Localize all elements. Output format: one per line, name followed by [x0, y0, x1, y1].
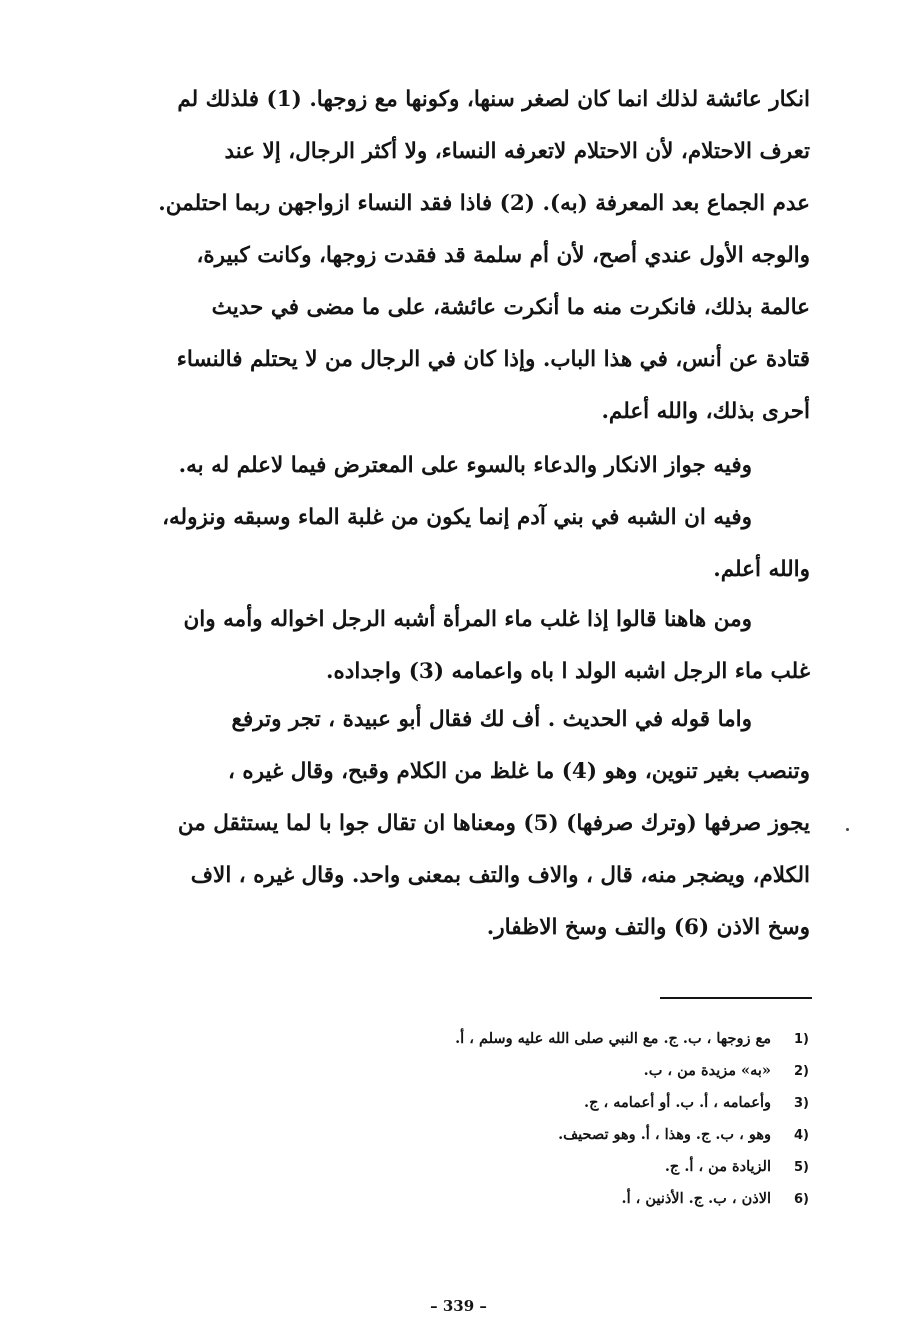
footnote-text: «به» مزيدة من ، ب. — [643, 1062, 771, 1079]
paragraph-4 — [152, 694, 810, 954]
footnote-text: الاذن ، ب. ج. الأذنين ، أ. — [621, 1190, 771, 1207]
text-line: الكلام، ويضجر منه، قال ، والاف والتف بمعنى واحد. وقال غيره ، الاف — [190, 863, 810, 888]
paragraph-3 — [152, 594, 810, 698]
footnote-number: (2 — [794, 1064, 809, 1079]
footnote-item — [249, 1094, 809, 1126]
footnote-item — [249, 1030, 809, 1062]
text-line: واما قوله في الحديث . أف لك فقال أبو عبيدة ، تجر وترفع — [231, 707, 752, 732]
text-line: وفيه ان الشبه في بني آدم إنما يكون من غلبة الماء وسبقه ونزوله، — [162, 505, 752, 530]
footnote-text: مع زوجها ، ب. ج. مع النبي صلى الله عليه وسلم ، أ. — [455, 1030, 771, 1047]
text-line: يجوز صرفها (وترك صرفها) (5) ومعناها ان تقال جوا با لما يستثقل من — [177, 811, 810, 836]
footnote-number: (4 — [794, 1128, 809, 1143]
footnote-number: (5 — [794, 1160, 809, 1175]
footnotes — [249, 1030, 809, 1222]
footnote-text: وأعمامه ، أ. ب. أو أعمامه ، ج. — [584, 1094, 771, 1111]
text-line: قتادة عن أنس، في هذا الباب. وإذا كان في الرجال من لا يحتلم فالنساء — [176, 347, 810, 372]
text-line: عالمة بذلك، فانكرت منه ما أنكرت عائشة، على ما مضى في حديث — [211, 295, 810, 320]
text-line: والوجه الأول عندي أصح، لأن أم سلمة قد فقدت زوجها، وكانت كبيرة، — [196, 243, 810, 268]
text-line: ومن هاهنا قالوا إذا غلب ماء المرأة أشبه الرجل اخواله وأمه وان — [183, 607, 752, 632]
footnote-separator — [660, 997, 812, 999]
page-number — [0, 1297, 917, 1315]
footnote-number: (1 — [794, 1032, 809, 1047]
paragraph-2 — [152, 440, 810, 596]
footnote-item — [249, 1158, 809, 1190]
text-line: وفيه جواز الانكار والدعاء بالسوء على المعترض فيما لاعلم له به. — [178, 453, 752, 478]
text-line: وتنصب بغير تنوين، وهو (4) ما غلظ من الكلام وقبح، وقال غيره ، — [227, 759, 810, 784]
paragraph-1 — [152, 74, 810, 438]
scan-speck — [846, 828, 849, 831]
text-line: انكار عائشة لذلك انما كان لصغر سنها، وكونها مع زوجها. (1) فلذلك لم — [177, 87, 810, 112]
text-line: والله أعلم. — [713, 557, 810, 582]
text-line: تعرف الاحتلام، لأن الاحتلام لاتعرفه النساء، ولا أكثر الرجال، إلا عند — [224, 139, 810, 164]
text-line: عدم الجماع بعد المعرفة (به). (2) فاذا فقد النساء ازواجهن ربما احتلمن. — [158, 191, 810, 216]
footnote-number: (6 — [794, 1192, 809, 1207]
footnote-text: الزيادة من ، أ. ج. — [664, 1158, 771, 1175]
text-line: أحرى بذلك، والله أعلم. — [601, 399, 810, 424]
footnote-item — [249, 1062, 809, 1094]
footnote-item — [249, 1126, 809, 1158]
text-line: وسخ الاذن (6) والتف وسخ الاظفار. — [486, 915, 810, 940]
footnote-text: وهو ، ب. ج. وهذا ، أ. وهو تصحيف. — [558, 1126, 771, 1143]
footnote-number: (3 — [794, 1096, 809, 1111]
footnote-item — [249, 1190, 809, 1222]
text-line: غلب ماء الرجل اشبه الولد ا باه واعمامه (3) واجداده. — [326, 659, 810, 684]
page-number-text: – 339 – — [430, 1297, 487, 1315]
